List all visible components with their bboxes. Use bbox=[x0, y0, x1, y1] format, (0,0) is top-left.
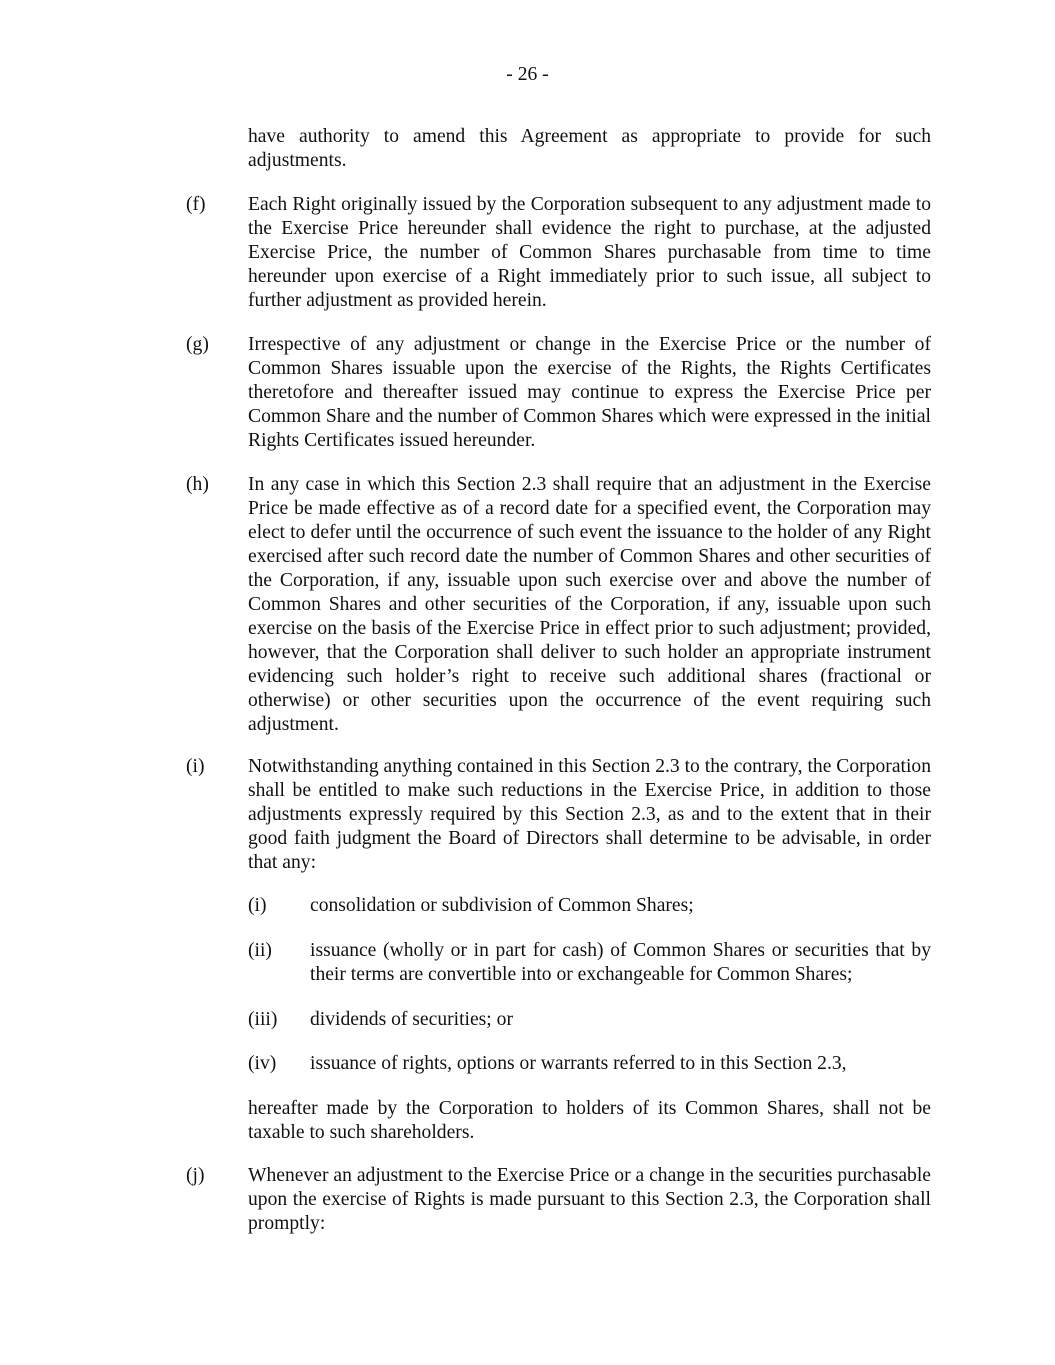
paragraph-text: Notwithstanding anything contained in this Section 2.3 to the contrary, the Corporation shall be entitled to make such reductions in the Exercise Price, in addition to those adjustments expressly required by this Section 2.3, as and to the extent that in their good faith judgment the Board of Directors shall determine to be advisable, in order that any: bbox=[248, 756, 931, 873]
closing-text: hereafter made by the Corporation to holders of its Common Shares, shall not be taxable to such shareholders. bbox=[248, 1098, 931, 1143]
subitem-iii bbox=[248, 1008, 931, 1032]
subitem-text: dividends of securities; or bbox=[310, 1009, 513, 1030]
paragraph-text: In any case in which this Section 2.3 shall require that an adjustment in the Exercise Price be made effective as of a record date for a specified event, the Corporation may elect to defer until the occurrence of such event the issuance to the holder of any Right exercised after such record date the number of Common Shares and other securities of the Corporation, if any, issuable upon such exercise over and above the number of Common Shares and other securities of the Corporation, if any, issuable upon such exercise on the basis of the Exercise Price in effect prior to such adjustment; provided, however, that the Corporation shall deliver to such holder an appropriate instrument evidencing such holder’s right to receive such additional shares (fractional or otherwise) or other securities upon the occurrence of the event requiring such adjustment. bbox=[248, 474, 931, 735]
subitem-ii bbox=[248, 939, 931, 987]
subitem-text: issuance (wholly or in part for cash) of Common Shares or securities that by their terms are convertible into or exchangeable for Common Shares; bbox=[310, 940, 931, 985]
subitem-marker: (ii) bbox=[248, 940, 272, 961]
paragraph-marker: (h) bbox=[186, 474, 209, 495]
paragraph-text: Irrespective of any adjustment or change in the Exercise Price or the number of Common Shares issuable upon the exercise of the Rights, the Rights Certificates theretofore and thereafter issued may continue to express the Exercise Price per Common Share and the number of Common Shares which were expressed in the initial Rights Certificates issued hereunder. bbox=[248, 334, 931, 451]
subitem-text: issuance of rights, options or warrants referred to in this Section 2.3, bbox=[310, 1053, 847, 1074]
paragraph-marker: (j) bbox=[186, 1165, 205, 1186]
paragraph-f bbox=[186, 193, 931, 313]
subitem-i bbox=[248, 894, 931, 918]
subitem-marker: (iv) bbox=[248, 1053, 277, 1074]
paragraph-marker: (f) bbox=[186, 194, 206, 215]
paragraph-i bbox=[186, 755, 931, 875]
paragraph-h bbox=[186, 473, 931, 737]
paragraph-g bbox=[186, 333, 931, 453]
subitem-marker: (i) bbox=[248, 895, 267, 916]
subitem-marker: (iii) bbox=[248, 1009, 278, 1030]
subitem-text: consolidation or subdivision of Common Shares; bbox=[310, 895, 694, 916]
paragraph-marker: (g) bbox=[186, 334, 209, 355]
paragraph-j bbox=[186, 1164, 931, 1236]
subitem-iv bbox=[248, 1052, 931, 1076]
paragraph-text: Each Right originally issued by the Corporation subsequent to any adjustment made to the Exercise Price hereunder shall evidence the right to purchase, at the adjusted Exercise Price, the number of Common Shares purchasable from time to time hereunder upon exercise of a Right immediately prior to such issue, all subject to further adjustment as provided herein. bbox=[248, 194, 931, 311]
paragraph-marker: (i) bbox=[186, 756, 205, 777]
continuation-text: have authority to amend this Agreement as appropriate to provide for such adjustments. bbox=[248, 126, 931, 171]
paragraph-text: Whenever an adjustment to the Exercise Price or a change in the securities purchasable upon the exercise of Rights is made pursuant to this Section 2.3, the Corporation shall promptly: bbox=[248, 1165, 931, 1234]
page-number: - 26 - bbox=[506, 64, 549, 85]
